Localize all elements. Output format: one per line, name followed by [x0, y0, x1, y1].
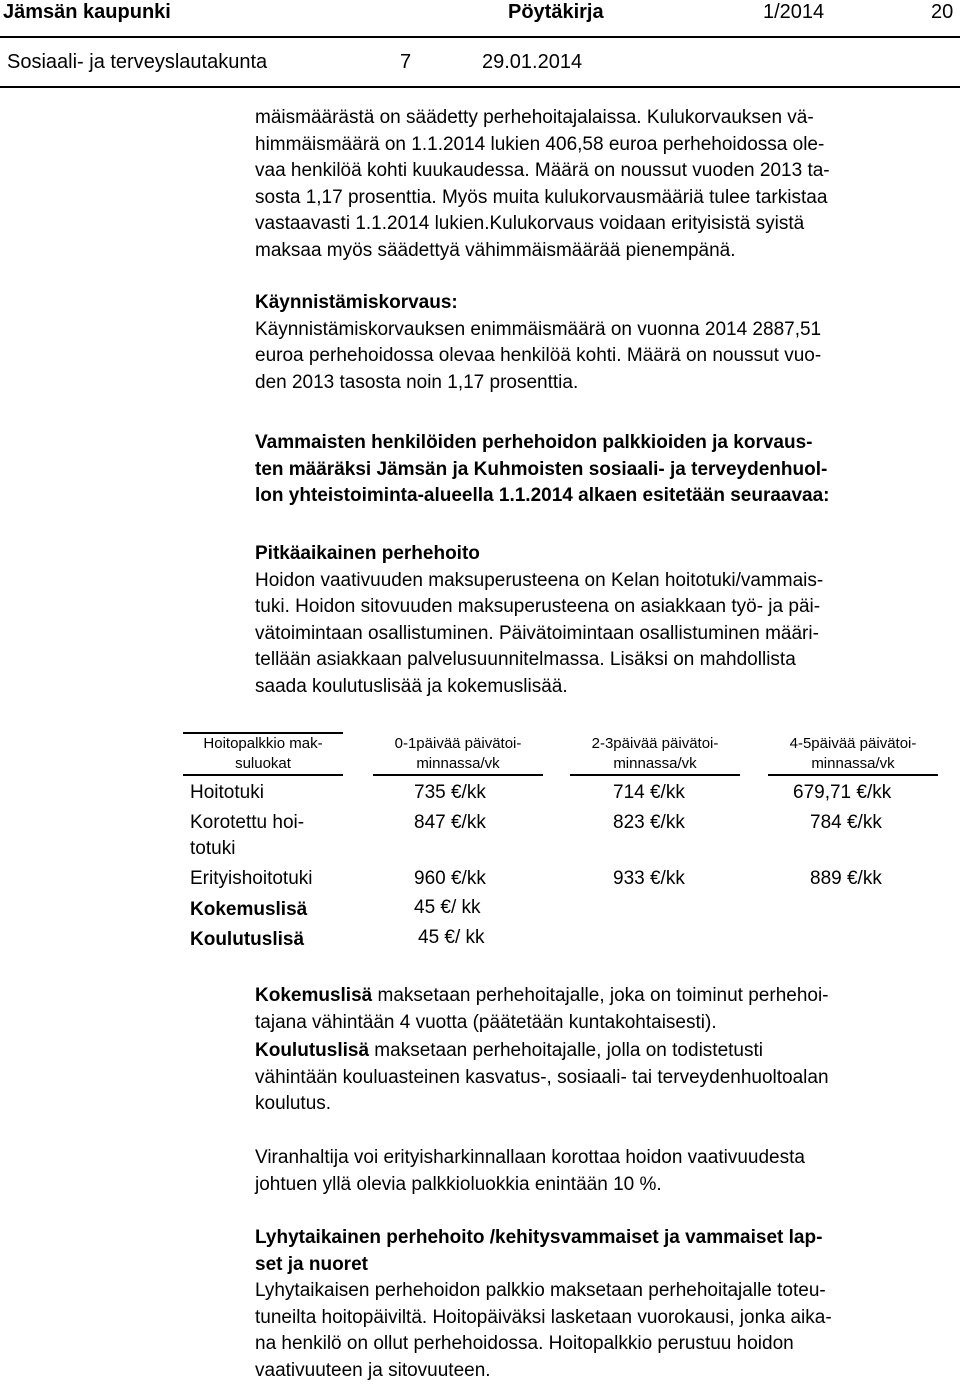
- text-line: vastaavasti 1.1.2014 lukien.Kulukorvaus voidaan erityisistä syistä: [255, 213, 805, 234]
- paragraph-kulukorvaus: [255, 105, 955, 264]
- row-label-korotettu-hoitotuki: Korotettu hoi- totuki: [190, 812, 305, 859]
- text-line: na henkilö on ollut perhehoidossa. Hoitopalkkio perustuu hoidon: [255, 1333, 794, 1354]
- paragraph-pitkaaikainen: [255, 541, 955, 700]
- table-rule: [183, 732, 343, 734]
- term-koulutuslisa: Koulutuslisä: [255, 1040, 370, 1061]
- table-header-category: Hoitopalkkio mak- suluokat: [203, 735, 323, 772]
- section-heading: Käynnistämiskorvaus:: [255, 292, 458, 313]
- meeting-date: 29.01.2014: [482, 51, 583, 73]
- text-line: euroa perhehoidossa olevaa henkilöä kohti. Määrä on noussut vuo-: [255, 345, 822, 366]
- table-header-4-5-days: 4-5päivää päivätoi- minnassa/vk: [789, 735, 917, 772]
- text-line: vähintään kouluasteinen kasvatus-, sosiaali- tai terveydenhuoltoalan: [255, 1066, 829, 1088]
- paragraph-proposal: [255, 430, 955, 510]
- term-kokemuslisa: Kokemuslisä: [255, 985, 373, 1006]
- text-line: Hoidon vaativuuden maksuperusteena on Kelan hoitotuki/vammais-: [255, 569, 824, 591]
- paragraph-kaynnistamiskorvaus: [255, 290, 955, 396]
- section-heading: set ja nuoret: [255, 1253, 368, 1275]
- text-line: saada koulutuslisää ja kokemuslisää.: [255, 675, 568, 697]
- table-rule: [768, 774, 938, 776]
- header-rule: [0, 36, 960, 38]
- text-line: Vammaisten henkilöiden perhehoidon palkkioiden ja korvaus-: [255, 432, 813, 453]
- text-line: vaativuuteen ja sitovuuteen.: [255, 1359, 491, 1381]
- table-cell: 933 €/kk: [613, 868, 685, 889]
- organization-name: Jämsän kaupunki: [3, 1, 171, 23]
- row-label-erityishoitotuki: Erityishoitotuki: [190, 868, 313, 889]
- text-line: tellään asiakkaan palvelusuunnitelmassa. Lisäksi on mahdollista: [255, 649, 796, 670]
- text-line: tuki. Hoidon sitovuuden maksuperusteena on asiakkaan työ- ja päi-: [255, 596, 821, 617]
- table-cell: 45 €/ kk: [414, 897, 481, 918]
- text-line: himmäismäärä on 1.1.2014 lukien 406,58 euroa perhehoidossa ole-: [255, 133, 825, 155]
- document-type: Pöytäkirja: [508, 1, 604, 23]
- paragraph-kokemuslisa: [255, 983, 955, 1036]
- row-label-hoitotuki: Hoitotuki: [190, 782, 264, 803]
- text-line: lon yhteistoiminta-alueella 1.1.2014 alkaen esitetään seuraavaa:: [255, 485, 830, 506]
- text-line: ten määräksi Jämsän ja Kuhmoisten sosiaali- ja terveydenhuol-: [255, 458, 828, 480]
- text-line: Lyhytaikaisen perhehoidon palkkio maksetaan perhehoitajalle toteu-: [255, 1280, 826, 1301]
- text-line: Koulutuslisä maksetaan perhehoitajalle, jolla on todistetusti: [255, 1040, 763, 1061]
- fee-table: [183, 730, 917, 960]
- table-rule: [373, 774, 543, 776]
- table-header-0-1-days: 0-1päivää päivätoi- minnassa/vk: [394, 735, 522, 772]
- text-line: vätoimintaan osallistuminen. Päivätoimintaan osallistuminen määri-: [255, 622, 819, 644]
- table-cell: 714 €/kk: [613, 782, 685, 803]
- text-line: sosta 1,17 prosenttia. Myös muita kulukorvausmääriä tulee tarkistaa: [255, 186, 828, 208]
- table-cell: 679,71 €/kk: [793, 782, 892, 803]
- board-name: Sosiaali- ja terveyslautakunta: [7, 51, 268, 73]
- table-rule: [570, 774, 740, 776]
- section-heading: Lyhytaikainen perhehoito /kehitysvammaiset ja vammaiset lap-: [255, 1227, 823, 1248]
- text-line: tajana vähintään 4 vuotta (päätetään kuntakohtaisesti).: [255, 1011, 717, 1033]
- table-cell: 847 €/kk: [414, 812, 486, 833]
- paragraph-viranhaltija: [255, 1145, 955, 1198]
- paragraph-koulutuslisa: [255, 1038, 955, 1118]
- section-number: 7: [400, 51, 412, 73]
- text-line: vaa henkilöä kohti kuukaudessa. Määrä on noussut vuoden 2013 ta-: [255, 160, 830, 181]
- table-cell: 889 €/kk: [810, 868, 882, 889]
- page-number: 20: [931, 1, 954, 23]
- table-cell: 784 €/kk: [810, 812, 882, 833]
- text-line: koulutus.: [255, 1093, 332, 1114]
- paragraph-lyhytaikainen: [255, 1225, 955, 1384]
- table-cell: 823 €/kk: [613, 812, 685, 833]
- document-number: 1/2014: [763, 1, 825, 23]
- table-header-2-3-days: 2-3päivää päivätoi- minnassa/vk: [591, 735, 719, 772]
- row-label-kokemuslisa: Kokemuslisä: [190, 899, 308, 920]
- text-line: Kokemuslisä maksetaan perhehoitajalle, joka on toiminut perhehoi-: [255, 985, 829, 1006]
- text-line: mäismäärästä on säädetty perhehoitajalaissa. Kulukorvauksen vä-: [255, 107, 814, 128]
- table-cell: 735 €/kk: [414, 782, 486, 803]
- text-line: johtuen yllä olevia palkkioluokkia enintään 10 %.: [255, 1173, 662, 1195]
- text-line: maksaa myös säädettyä vähimmäismäärää pienempänä.: [255, 239, 736, 261]
- table-rule: [183, 774, 343, 776]
- text-line: Viranhaltija voi erityisharkinnallaan korottaa hoidon vaativuudesta: [255, 1147, 805, 1168]
- header-rule-lower: [0, 86, 960, 88]
- text-line: den 2013 tasosta noin 1,17 prosenttia.: [255, 371, 579, 393]
- section-heading: Pitkäaikainen perhehoito: [255, 543, 480, 564]
- table-cell: 960 €/kk: [414, 868, 486, 889]
- table-cell: 45 €/ kk: [418, 927, 485, 948]
- text-line: tuneilta hoitopäiviltä. Hoitopäiväksi lasketaan vuorokausi, jonka aika-: [255, 1306, 832, 1328]
- text-line: Käynnistämiskorvauksen enimmäismäärä on vuonna 2014 2887,51: [255, 318, 822, 340]
- row-label-koulutuslisa: Koulutuslisä: [190, 929, 305, 950]
